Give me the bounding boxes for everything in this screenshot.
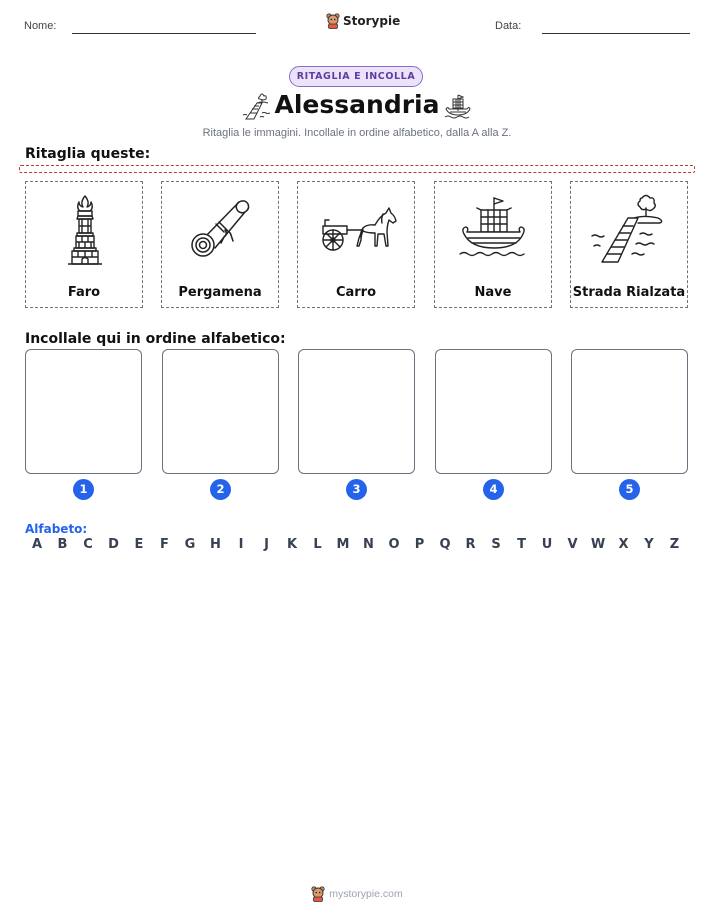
alphabet-letter: S bbox=[491, 537, 501, 552]
cut-line bbox=[19, 165, 695, 173]
cut-card-carro[interactable] bbox=[297, 181, 415, 308]
alphabet-letter: H bbox=[210, 537, 221, 552]
alphabet-letter: M bbox=[336, 537, 350, 552]
alphabet-letter: L bbox=[313, 537, 322, 552]
paste-box-2[interactable] bbox=[162, 349, 279, 474]
bear-icon bbox=[326, 13, 340, 29]
number-badge-3: 3 bbox=[346, 479, 367, 500]
alphabet-letter: A bbox=[31, 537, 43, 552]
number-badge-1: 1 bbox=[73, 479, 94, 500]
name-label: Nome: bbox=[24, 20, 57, 32]
instructions: Ritaglia le immagini. Incollale in ordine alfabetico, dalla A alla Z. bbox=[202, 127, 512, 139]
alphabet-letter: V bbox=[567, 537, 578, 552]
footer bbox=[0, 886, 714, 902]
brand-logo bbox=[326, 13, 400, 29]
paste-box-5[interactable] bbox=[571, 349, 688, 474]
alphabet-letter: O bbox=[388, 537, 400, 552]
ship-icon bbox=[454, 190, 534, 270]
activity-badge: RITAGLIA E INCOLLA bbox=[289, 66, 423, 87]
cut-card-pergamena[interactable] bbox=[161, 181, 279, 308]
page-title: Alessandria bbox=[274, 90, 440, 119]
date-line[interactable] bbox=[542, 33, 690, 34]
paste-box-1[interactable] bbox=[25, 349, 142, 474]
alphabet-heading: Alfabeto: bbox=[25, 522, 88, 536]
causeway-icon bbox=[590, 190, 670, 270]
alphabet-letter: Y bbox=[644, 537, 654, 552]
alphabet-letter: R bbox=[465, 537, 476, 552]
horse-cart-icon bbox=[317, 190, 397, 270]
alphabet-letter: P bbox=[414, 537, 425, 552]
date-label: Data: bbox=[495, 20, 522, 32]
alphabet-letter: N bbox=[363, 537, 374, 552]
alphabet-letter: C bbox=[83, 537, 93, 552]
alphabet-letter: G bbox=[184, 537, 196, 552]
paste-box-4[interactable] bbox=[435, 349, 552, 474]
card-label: Strada Rialzata bbox=[572, 285, 686, 300]
card-label: Faro bbox=[67, 285, 101, 300]
alphabet-letter: D bbox=[108, 537, 119, 552]
alphabet-letter: F bbox=[160, 537, 169, 552]
number-badge-5: 5 bbox=[619, 479, 640, 500]
alphabet-letter: K bbox=[286, 537, 298, 552]
number-badge-4: 4 bbox=[483, 479, 504, 500]
alphabet-letter: I bbox=[238, 537, 244, 552]
brand-name: Storypie bbox=[343, 14, 401, 28]
footer-url[interactable]: mystorypie.com bbox=[329, 888, 403, 900]
cut-card-strada-rialzata[interactable] bbox=[570, 181, 688, 308]
paste-box-3[interactable] bbox=[298, 349, 415, 474]
cut-card-faro[interactable] bbox=[25, 181, 143, 308]
alphabet-letter: Z bbox=[669, 537, 680, 552]
alphabet-letter: B bbox=[57, 537, 68, 552]
alphabet-letter: E bbox=[134, 537, 144, 552]
lighthouse-icon bbox=[45, 190, 125, 270]
alphabet-row bbox=[25, 537, 689, 555]
ship-small-icon bbox=[443, 92, 473, 120]
alphabet-letter: J bbox=[264, 537, 269, 552]
scroll-icon bbox=[181, 190, 261, 270]
alphabet-letter: U bbox=[541, 537, 553, 552]
alphabet-letter: W bbox=[590, 537, 606, 552]
card-label: Carro bbox=[335, 285, 377, 300]
alphabet-letter: X bbox=[618, 537, 629, 552]
bear-icon bbox=[311, 886, 325, 902]
alphabet-letter: Q bbox=[439, 537, 451, 552]
card-label: Pergamena bbox=[178, 285, 262, 300]
paste-heading: Incollale qui in ordine alfabetico: bbox=[25, 331, 286, 347]
cut-card-nave[interactable] bbox=[434, 181, 552, 308]
number-badge-2: 2 bbox=[210, 479, 231, 500]
card-label: Nave bbox=[474, 285, 512, 300]
alphabet-letter: T bbox=[517, 537, 526, 552]
name-line[interactable] bbox=[72, 33, 256, 34]
cut-heading: Ritaglia queste: bbox=[25, 146, 151, 162]
